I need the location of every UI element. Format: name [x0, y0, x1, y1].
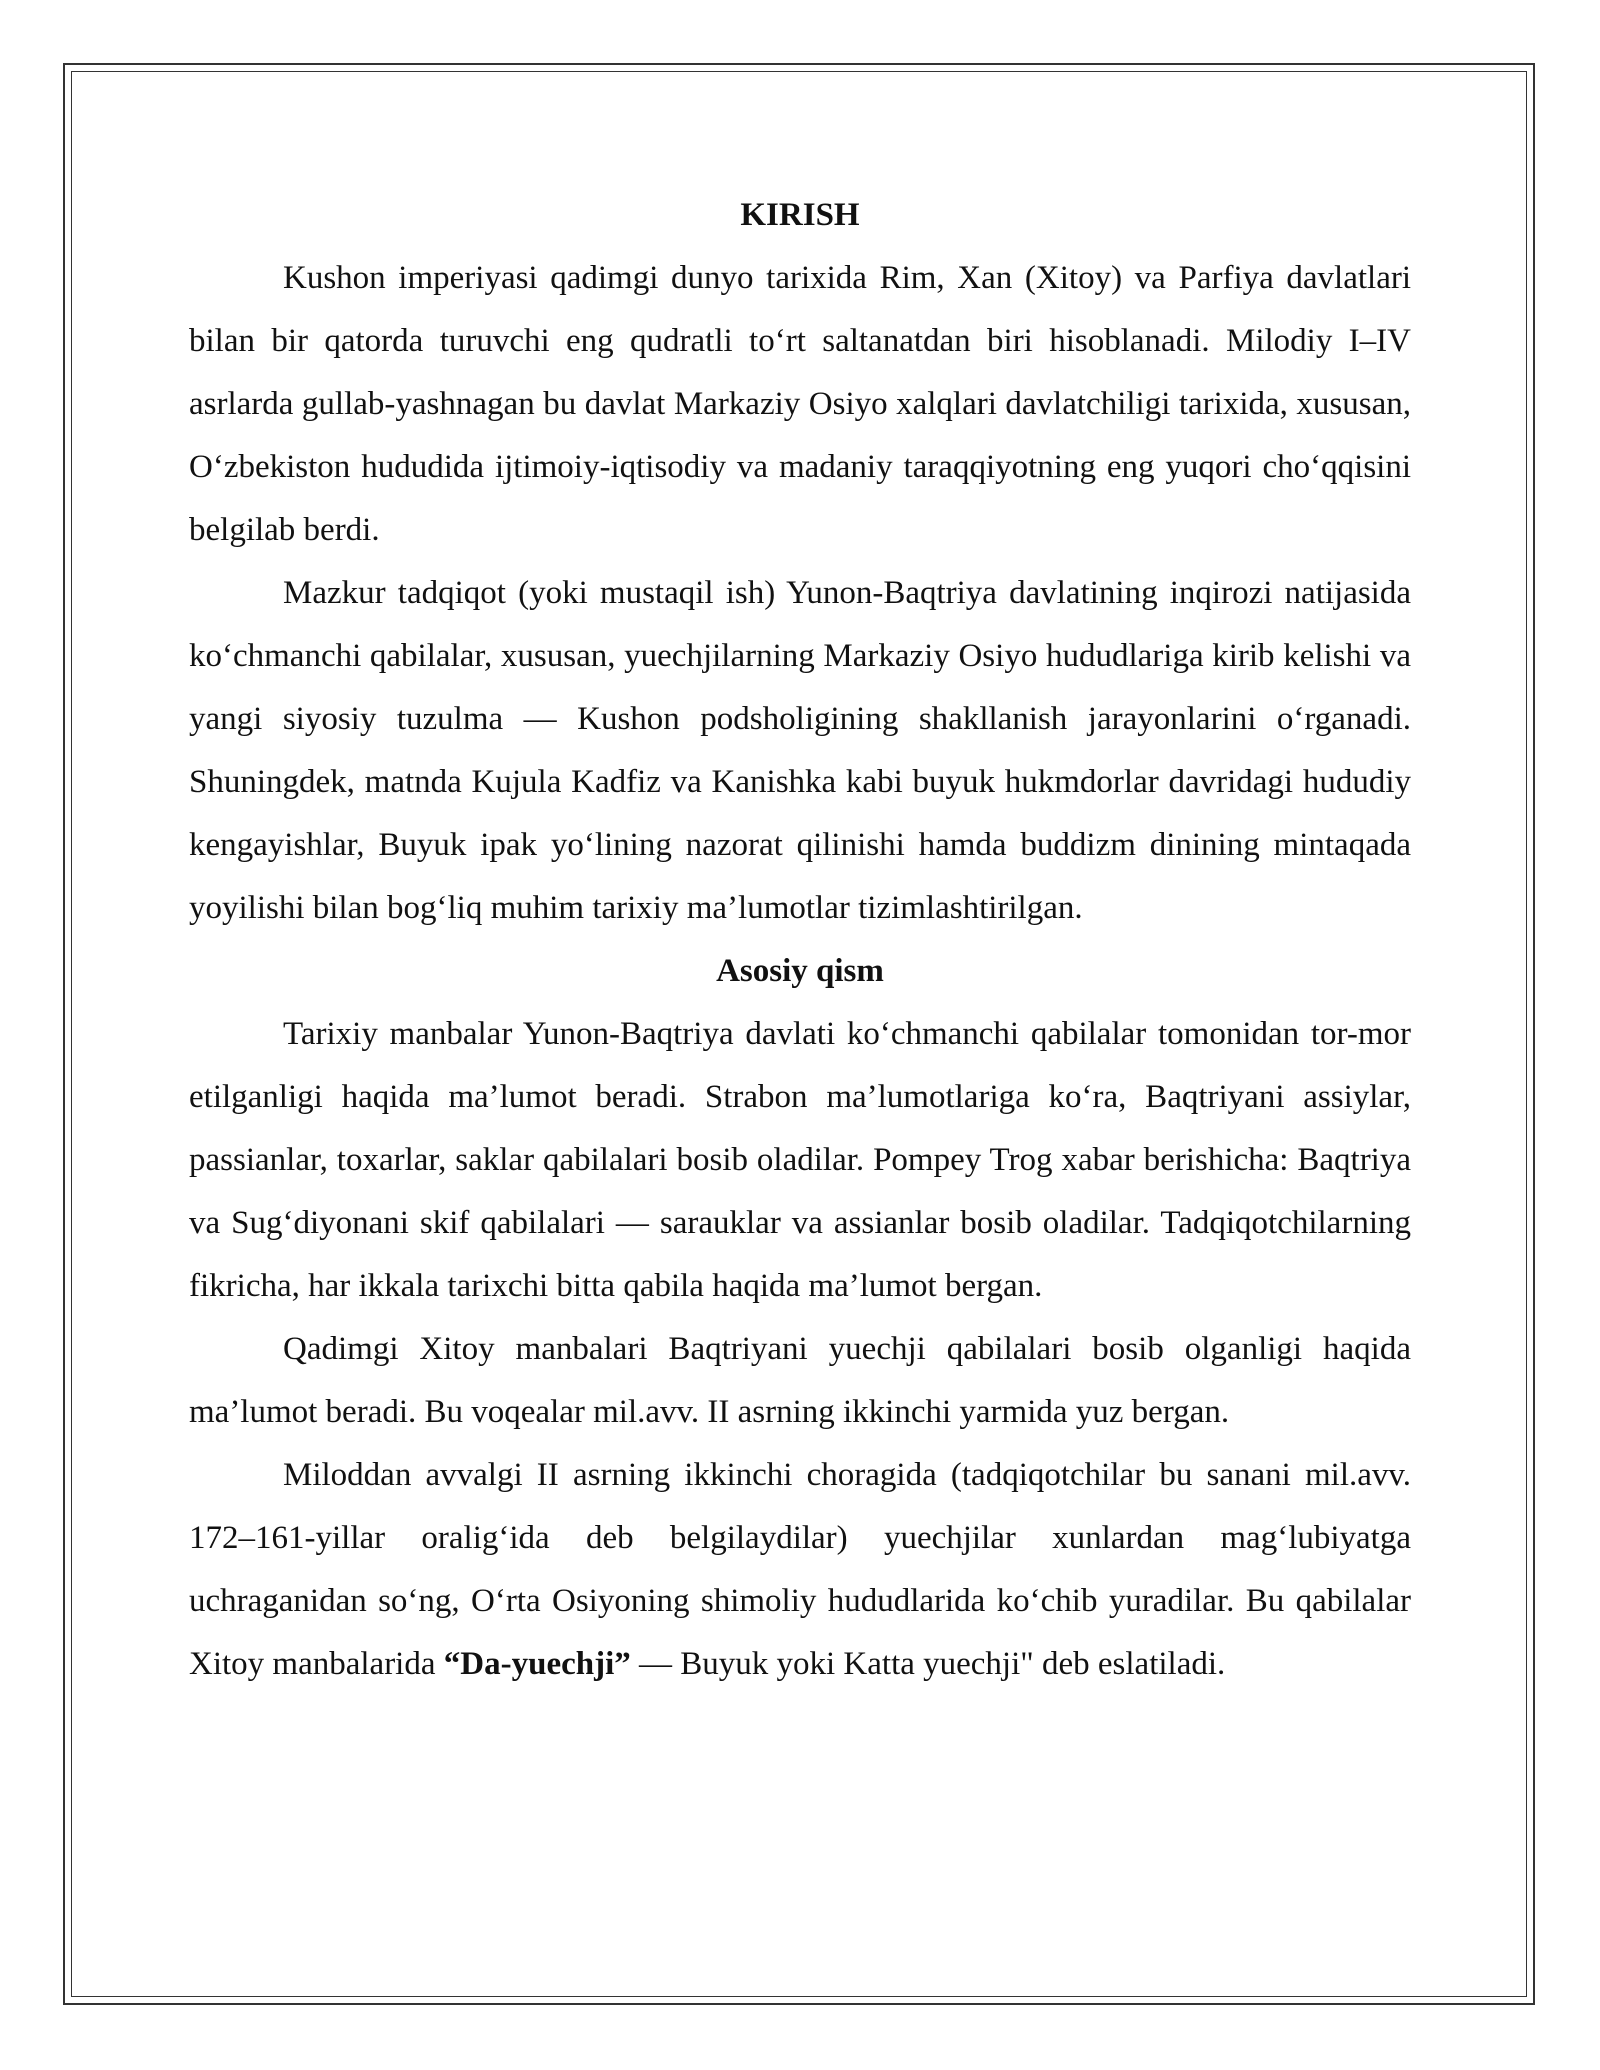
paragraph-main-3-text-start: Miloddan avvalgi II asrning ikkinchi choragida (tadqiqotchilar bu sanani mil.avv. 172–161-yillar oralig‘ida deb belgilaydilar) yuechjilar xunlardan mag‘lubiyatga uchraganidan so‘ng, O‘rta Osiyoning shimoliy hududlarida ko‘chib yuradilar. Bu qabilalar Xitoy manbalarida	[189, 1457, 1411, 1682]
paragraph-intro-2: Mazkur tadqiqot (yoki mustaqil ish) Yunon-Baqtriya davlatining inqirozi natijasida ko‘chmanchi qabilalar, xususan, yuechjilarning Markaziy Osiyo hududlariga kirib kelishi va yangi siyosiy tuzulma — Kushon podsholigining shakllanish jarayonlarini o‘rganadi. Shuningdek, matnda Kujula Kadfiz va Kanishka kabi buyuk hukmdorlar davridagi hududiy kengayishlar, Buyuk ipak yo‘lining nazorat qilinishi hamda buddizm dinining mintaqada yoyilishi bilan bog‘liq muhim tarixiy ma’lumotlar tizimlashtirilgan.	[189, 575, 1411, 926]
paragraph-main-3	[189, 1444, 1411, 1696]
heading-kirish: KIRISH	[740, 197, 860, 233]
paragraph-main-2: Qadimgi Xitoy manbalari Baqtriyani yuechji qabilalari bosib olganligi haqida ma’lumot beradi. Bu voqealar mil.avv. II asrning ikkinchi yarmida yuz bergan.	[189, 1331, 1411, 1430]
heading-asosiy-qism: Asosiy qism	[716, 953, 884, 989]
term-da-yuechji: “Da-yuechji”	[443, 1646, 631, 1682]
paragraph-main-1: Tarixiy manbalar Yunon-Baqtriya davlati ko‘chmanchi qabilalar tomonidan tor-mor etilganligi haqida ma’lumot beradi. Strabon ma’lumotlariga ko‘ra, Baqtriyani assiylar, passianlar, toxarlar, saklar qabilalari bosib oladilar. Pompey Trog xabar berishicha: Baqtriya va Sug‘diyonani skif qabilalari — sarauklar va assianlar bosib oladilar. Tadqiqotchilarning fikricha, har ikkala tarixchi bitta qabila haqida ma’lumot bergan.	[189, 1016, 1411, 1304]
paragraph-intro-1: Kushon imperiyasi qadimgi dunyo tarixida Rim, Xan (Xitoy) va Parfiya davlatlari bilan bir qatorda turuvchi eng qudratli to‘rt saltanatdan biri hisoblanadi. Milodiy I–IV asrlarda gullab-yashnagan bu davlat Markaziy Osiyo xalqlari davlatchiligi tarixida, xususan, O‘zbekiston hududida ijtimoiy-iqtisodiy va madaniy taraqqiyotning eng yuqori cho‘qqisini belgilab berdi.	[189, 260, 1411, 548]
document-body	[189, 184, 1411, 1696]
paragraph-main-3-text-end: — Buyuk yoki Katta yuechji" deb eslatiladi.	[630, 1646, 1226, 1682]
